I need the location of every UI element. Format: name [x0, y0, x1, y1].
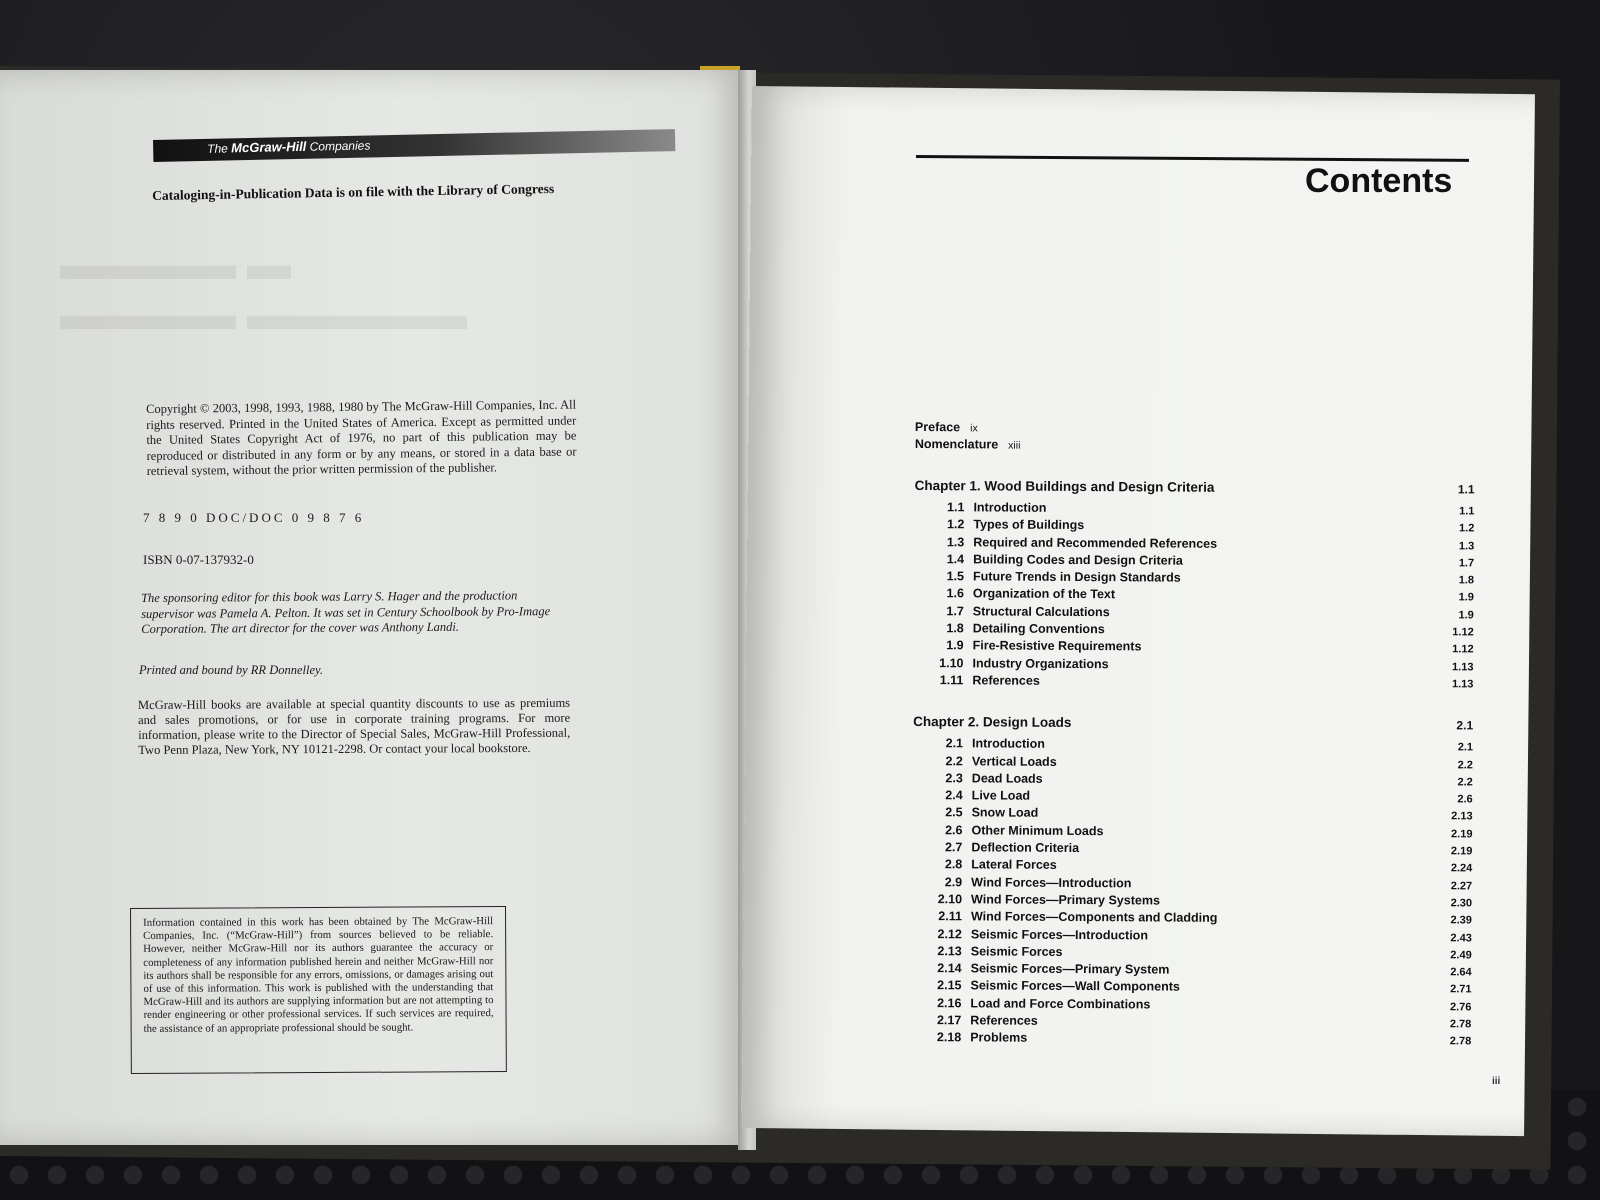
toc-section-num: 2.2	[945, 753, 963, 768]
toc-section-num: 1.8	[946, 621, 964, 636]
toc-section-num: 2.15	[937, 978, 962, 993]
toc-section-page: 1.12	[1452, 626, 1474, 639]
toc-section-num: 1.2	[946, 517, 965, 532]
toc-chapter-label: Chapter 2.	[913, 714, 980, 730]
toc-section-page: 2.19	[1450, 845, 1473, 858]
toc-section-title: Wind Forces—Components and Cladding	[970, 909, 1218, 926]
toc-section-title: Problems	[970, 1030, 1028, 1046]
toc-section-title: Live Load	[971, 788, 1031, 803]
bleed-through: ▬▬▬▬ ▬ ▬▬▬▬ ▬▬▬▬▬	[60, 240, 467, 339]
toc-section-page: 2.6	[1457, 793, 1473, 806]
logo-prefix: The	[207, 141, 229, 156]
toc-section-title: Load and Force Combinations	[970, 996, 1151, 1012]
toc-section-page: 2.27	[1450, 879, 1473, 893]
toc-section-num: 2.16	[937, 995, 962, 1011]
toc-section-num: 2.5	[945, 805, 963, 820]
toc-chapter-heading	[915, 478, 1215, 495]
toc-section-num: 2.13	[937, 943, 962, 959]
toc-section-title: Introduction	[973, 500, 1047, 515]
toc-section-num: 2.14	[937, 961, 962, 976]
toc-section-num: 1.6	[946, 586, 964, 601]
toc-section-page: 1.13	[1451, 678, 1474, 691]
toc-section-title: Deflection Criteria	[971, 840, 1080, 856]
toc-section	[911, 1030, 1471, 1051]
toc-section-num: 1.9	[946, 638, 964, 653]
toc-section-page: 1.7	[1458, 557, 1475, 570]
toc-section-num: 2.8	[944, 857, 963, 872]
toc-front-item	[915, 437, 1475, 457]
toc-section-page: 2.43	[1450, 931, 1472, 944]
toc-section-num: 1.5	[946, 569, 965, 584]
toc-section-num: 2.1	[945, 736, 964, 751]
disclaimer-text: Information contained in this work has been obtained by The McGraw-Hill Companies, Inc. (“McGraw-Hill”) from sources believed to be reliable. However, neither McGraw-Hill nor its authors guarantee the accuracy or completeness of any information published herein and neither McGraw-Hill nor its authors shall be responsible for any errors, omissions, or damages arising out of use of this information. This work is published with the understanding that McGraw-Hill and its authors are supplying information but are not attempting to render engineering or other professional services. If such services are required, the assistance of an appropriate professional should be sought.	[143, 915, 494, 1035]
toc-section-page: 2.76	[1449, 1000, 1472, 1014]
toc-section-page: 1.9	[1458, 591, 1474, 604]
isbn: ISBN 0-07-137932-0	[143, 552, 254, 567]
toc-section-page: 2.49	[1450, 949, 1472, 962]
toc-section-title: Lateral Forces	[971, 857, 1057, 873]
toc-section-page: 2.13	[1451, 810, 1473, 823]
toc-section-num: 1.4	[946, 552, 965, 567]
production-credits: The sponsoring editor for this book was Larry S. Hager and the production supervisor was Pamela A. Pelton. It was set in Century Schoolbook by Pro-Image Corporation. The art director for the cover was Anthony Landi.	[141, 588, 551, 636]
toc-section-title: Organization of the Text	[972, 586, 1116, 602]
toc-section-title: References	[970, 1013, 1038, 1028]
toc-section-title: Structural Calculations	[972, 604, 1110, 619]
toc-section-title: Dead Loads	[971, 771, 1043, 786]
page-number: iii	[1492, 1076, 1501, 1087]
logo-brand: McGraw-Hill	[231, 138, 307, 156]
toc-section-title: Industry Organizations	[972, 656, 1109, 671]
toc-section-title: Wind Forces—Primary Systems	[971, 892, 1160, 908]
toc-section-title: Seismic Forces—Introduction	[970, 926, 1149, 942]
toc-chapter-page: 1.1	[1457, 482, 1475, 497]
toc-chapter-title: Wood Buildings and Design Criteria	[984, 478, 1215, 495]
toc-section-title: Seismic Forces—Primary System	[970, 961, 1170, 977]
page-title: Contents	[1305, 162, 1453, 200]
toc-section-page: 2.71	[1450, 983, 1472, 996]
toc-section-page: 2.2	[1457, 758, 1473, 771]
toc-front-label: Preface	[914, 420, 961, 435]
toc-front-page: ix	[970, 422, 978, 435]
toc-chapter-title: Design Loads	[982, 714, 1072, 731]
toc-front-page: xiii	[1008, 439, 1021, 452]
toc-section-title: References	[972, 673, 1040, 688]
toc-section-page: 2.24	[1450, 862, 1473, 875]
toc-section-page: 2.39	[1450, 914, 1472, 927]
toc-section-page: 1.2	[1459, 522, 1475, 535]
toc-section-page: 1.1	[1459, 505, 1475, 518]
toc-section-num: 2.6	[945, 822, 963, 838]
toc-section-title: Types of Buildings	[973, 517, 1085, 533]
toc-section-num: 1.10	[939, 655, 964, 670]
toc-section-title: Vertical Loads	[971, 753, 1057, 769]
toc-chapter-heading	[913, 714, 1071, 730]
toc-section-title: Detailing Conventions	[972, 621, 1105, 637]
toc-section-page: 1.12	[1452, 643, 1474, 656]
toc-section-num: 1.7	[946, 603, 964, 619]
toc-section-page: 1.8	[1458, 574, 1475, 587]
toc-section-num: 2.9	[944, 874, 963, 889]
copyright-notice: Copyright © 2003, 1998, 1993, 1988, 1980 by The McGraw-Hill Companies, Inc. All rights reserved. Printed in the United States of America. Except as permitted under the United States Copyright Act of 1976, no part of this publication may be reproduced or distributed in any form or by any means, or stored in a data base or retrieval system, without the prior written permission of the publisher.	[146, 397, 577, 478]
toc-section-title: Introduction	[971, 736, 1045, 752]
toc-chapter-page: 2.1	[1456, 718, 1474, 733]
toc-section-page: 1.13	[1452, 660, 1474, 674]
toc-section-num: 2.7	[944, 840, 963, 855]
publisher-logo	[207, 137, 370, 155]
toc-section-title: Wind Forces—Introduction	[971, 874, 1132, 890]
toc-section-title: Fire-Resistive Requirements	[972, 638, 1142, 654]
toc-section-num: 1.3	[946, 534, 965, 549]
toc-section-page: 2.78	[1449, 1035, 1472, 1048]
table-of-contents	[911, 420, 1475, 1051]
logo-suffix: Companies	[309, 138, 371, 154]
toc-section-num: 2.18	[936, 1030, 962, 1045]
toc-section-num: 2.17	[936, 1013, 962, 1028]
toc-section	[913, 673, 1473, 694]
toc-section-page: 2.1	[1457, 741, 1474, 754]
toc-section-title: Required and Recommended References	[973, 534, 1218, 551]
toc-section-num: 1.11	[939, 673, 964, 688]
printer-credit: Printed and bound by RR Donnelley.	[139, 663, 323, 677]
toc-section-page: 1.9	[1458, 609, 1474, 622]
print-code: 7 8 9 0 DOC/DOC 0 9 8 7 6	[143, 510, 365, 525]
toc-section-title: Seismic Forces—Wall Components	[970, 978, 1180, 995]
toc-section-num: 2.4	[945, 788, 963, 803]
toc-section-title: Seismic Forces	[970, 944, 1063, 959]
toc-section-page: 2.30	[1450, 897, 1473, 910]
disclaimer-box	[130, 906, 507, 1074]
cip-statement: Cataloging-in-Publication Data is on file with the Library of Congress	[152, 180, 555, 203]
toc-section-page: 1.3	[1458, 539, 1475, 553]
toc-section-page: 2.64	[1450, 966, 1472, 979]
toc-section-num: 2.10	[937, 892, 963, 907]
toc-section-num: 2.12	[937, 926, 962, 941]
toc-chapter-label: Chapter 1.	[914, 477, 981, 494]
toc-section-title: Snow Load	[971, 805, 1039, 821]
toc-section-page: 2.78	[1449, 1018, 1472, 1031]
toc-section-page: 2.19	[1451, 828, 1473, 841]
toc-section-title: Other Minimum Loads	[971, 823, 1104, 838]
toc-section-title: Building Codes and Design Criteria	[973, 552, 1183, 568]
special-sales-notice: McGraw-Hill books are available at special quantity discounts to use as premiums and sales promotions, or for use in corporate training programs. For more information, please write to the Director of Special Sales, McGraw-Hill Professional, Two Penn Plaza, New York, NY 10121-2298. Or contact your local bookstore.	[138, 695, 571, 757]
toc-front-label: Nomenclature	[914, 436, 999, 452]
toc-section-num: 2.11	[938, 909, 963, 924]
toc-section-title: Future Trends in Design Standards	[973, 569, 1181, 585]
toc-section-num: 2.3	[945, 771, 963, 786]
toc-section-num: 1.1	[947, 500, 965, 515]
toc-section-page: 2.2	[1457, 776, 1473, 789]
